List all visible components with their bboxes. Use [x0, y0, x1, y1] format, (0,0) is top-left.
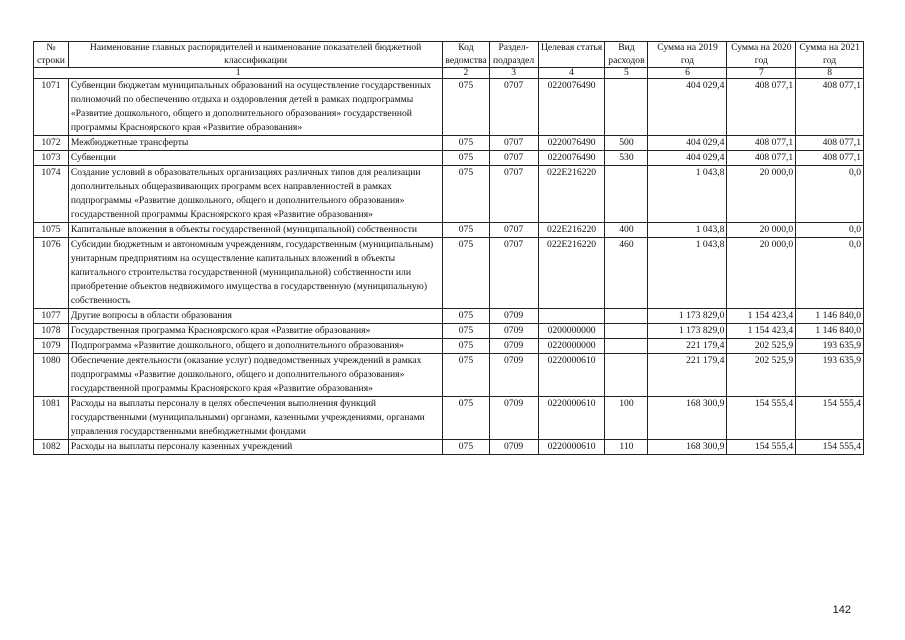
table-row — [34, 397, 864, 440]
table-row — [34, 309, 864, 324]
sum-2019-cell: 1 173 829,0 — [648, 309, 727, 324]
table-row — [34, 223, 864, 238]
header-sum-2021: Сумма на 2021 год — [796, 42, 864, 68]
target-article-cell: 022E216220 — [538, 223, 605, 238]
sum-2021-cell: 408 077,1 — [796, 79, 864, 136]
sum-2020-cell: 408 077,1 — [727, 79, 796, 136]
row-name-cell: Государственная программа Красноярского края «Развитие образования» — [68, 324, 442, 339]
row-number-cell: 1081 — [34, 397, 69, 440]
page-number: 142 — [832, 604, 851, 616]
table-row — [34, 339, 864, 354]
sum-2019-cell: 168 300,9 — [648, 397, 727, 440]
section-cell: 0709 — [489, 324, 538, 339]
row-name-cell: Субвенции бюджетам муниципальных образований на осуществление государственных полномочий по обеспечению отдыха и оздоровления детей в рамках подпрограммы «Развитие дошкольного, общего и дополнительного образования» государственной программы Красноярского края «Развитие образования» — [68, 79, 442, 136]
table-row — [34, 79, 864, 136]
section-cell: 0709 — [489, 440, 538, 455]
row-name-cell: Капитальные вложения в объекты государственной (муниципальной) собственности — [68, 223, 442, 238]
section-cell: 0707 — [489, 223, 538, 238]
expense-type-cell: 530 — [605, 151, 648, 166]
sum-2020-cell: 20 000,0 — [727, 223, 796, 238]
row-name-cell: Расходы на выплаты персоналу казенных учреждений — [68, 440, 442, 455]
header-row — [34, 42, 864, 68]
expense-type-cell — [605, 166, 648, 223]
section-cell: 0709 — [489, 397, 538, 440]
sum-2020-cell: 20 000,0 — [727, 238, 796, 309]
section-cell: 0707 — [489, 151, 538, 166]
table-row — [34, 151, 864, 166]
table-body — [34, 79, 864, 455]
header-target-article: Целевая статья — [538, 42, 605, 68]
expense-type-cell: 400 — [605, 223, 648, 238]
sum-2019-cell: 1 043,8 — [648, 223, 727, 238]
column-number: 6 — [648, 68, 727, 79]
department-code-cell: 075 — [443, 324, 489, 339]
sum-2021-cell: 0,0 — [796, 238, 864, 309]
sum-2019-cell: 1 173 829,0 — [648, 324, 727, 339]
sum-2020-cell: 154 555,4 — [727, 440, 796, 455]
section-cell: 0707 — [489, 238, 538, 309]
sum-2019-cell: 168 300,9 — [648, 440, 727, 455]
expense-type-cell — [605, 309, 648, 324]
expense-type-cell: 460 — [605, 238, 648, 309]
column-number: 7 — [727, 68, 796, 79]
header-expense-type: Вид расходов — [605, 42, 648, 68]
section-cell: 0707 — [489, 79, 538, 136]
target-article-cell: 022E216220 — [538, 238, 605, 309]
column-number: 5 — [605, 68, 648, 79]
row-number-cell: 1074 — [34, 166, 69, 223]
expense-type-cell — [605, 324, 648, 339]
section-cell: 0707 — [489, 166, 538, 223]
table-row — [34, 136, 864, 151]
department-code-cell: 075 — [443, 440, 489, 455]
header-department-code: Код ведомства — [443, 42, 489, 68]
column-number: 4 — [538, 68, 605, 79]
sum-2020-cell: 1 154 423,4 — [727, 324, 796, 339]
header-sum-2019: Сумма на 2019 год — [648, 42, 727, 68]
column-number: 3 — [489, 68, 538, 79]
table-row — [34, 440, 864, 455]
sum-2020-cell: 154 555,4 — [727, 397, 796, 440]
department-code-cell: 075 — [443, 238, 489, 309]
department-code-cell: 075 — [443, 166, 489, 223]
expense-type-cell: 100 — [605, 397, 648, 440]
row-name-cell: Другие вопросы в области образования — [68, 309, 442, 324]
target-article-cell: 0220000610 — [538, 440, 605, 455]
row-number-cell: 1077 — [34, 309, 69, 324]
sum-2020-cell: 408 077,1 — [727, 151, 796, 166]
row-name-cell: Обеспечение деятельности (оказание услуг) подведомственных учреждений в рамках подпрограммы «Развитие дошкольного, общего и дополнительного образования» государственной программы Красноярского края «Развитие образования» — [68, 354, 442, 397]
sum-2021-cell: 1 146 840,0 — [796, 309, 864, 324]
department-code-cell: 075 — [443, 136, 489, 151]
row-name-cell: Субсидии бюджетным и автономным учреждениям, государственным (муниципальным) унитарным предприятиям на осуществление капитальных вложений в объекты капитального строительства государственной (муниципальной) собственности или приобретение объектов недвижимого имущества в государственную (муниципальную) собственность — [68, 238, 442, 309]
section-cell: 0709 — [489, 309, 538, 324]
expense-type-cell — [605, 339, 648, 354]
header-name: Наименование главных распорядителей и наименование показателей бюджетной классификации — [68, 42, 442, 68]
sum-2019-cell: 404 029,4 — [648, 79, 727, 136]
target-article-cell: 0220076490 — [538, 136, 605, 151]
target-article-cell: 0220076490 — [538, 151, 605, 166]
row-name-cell: Субвенции — [68, 151, 442, 166]
sum-2021-cell: 193 635,9 — [796, 339, 864, 354]
department-code-cell: 075 — [443, 397, 489, 440]
section-cell: 0709 — [489, 354, 538, 397]
expense-type-cell — [605, 354, 648, 397]
table-row — [34, 166, 864, 223]
sum-2021-cell: 154 555,4 — [796, 397, 864, 440]
table-row — [34, 238, 864, 309]
header-row-number: № строки — [34, 42, 69, 68]
expense-type-cell: 500 — [605, 136, 648, 151]
row-number-cell: 1072 — [34, 136, 69, 151]
sum-2021-cell: 408 077,1 — [796, 136, 864, 151]
sum-2019-cell: 404 029,4 — [648, 151, 727, 166]
department-code-cell: 075 — [443, 223, 489, 238]
sum-2021-cell: 0,0 — [796, 166, 864, 223]
sum-2020-cell: 202 525,9 — [727, 354, 796, 397]
department-code-cell: 075 — [443, 339, 489, 354]
department-code-cell: 075 — [443, 151, 489, 166]
department-code-cell: 075 — [443, 309, 489, 324]
row-name-cell: Создание условий в образовательных организациях различных типов для реализации дополнительных общеразвивающих программ всех направленностей в рамках подпрограммы «Развитие дошкольного, общего и дополнительного образования» государственной программы Красноярского края «Развитие образования» — [68, 166, 442, 223]
row-number-cell: 1071 — [34, 79, 69, 136]
column-number: 2 — [443, 68, 489, 79]
row-number-cell: 1078 — [34, 324, 69, 339]
row-name-cell: Подпрограмма «Развитие дошкольного, общего и дополнительного образования» — [68, 339, 442, 354]
department-code-cell: 075 — [443, 354, 489, 397]
sum-2021-cell: 0,0 — [796, 223, 864, 238]
row-number-cell: 1075 — [34, 223, 69, 238]
column-number: 1 — [34, 68, 443, 79]
target-article-cell: 0220000610 — [538, 397, 605, 440]
sum-2019-cell: 404 029,4 — [648, 136, 727, 151]
row-number-cell: 1073 — [34, 151, 69, 166]
sum-2020-cell: 408 077,1 — [727, 136, 796, 151]
sum-2021-cell: 193 635,9 — [796, 354, 864, 397]
column-number-row — [34, 68, 864, 79]
section-cell: 0709 — [489, 339, 538, 354]
target-article-cell: 0220000000 — [538, 339, 605, 354]
target-article-cell: 022E216220 — [538, 166, 605, 223]
row-number-cell: 1082 — [34, 440, 69, 455]
row-number-cell: 1080 — [34, 354, 69, 397]
target-article-cell: 0200000000 — [538, 324, 605, 339]
sum-2021-cell: 1 146 840,0 — [796, 324, 864, 339]
target-article-cell — [538, 309, 605, 324]
sum-2020-cell: 1 154 423,4 — [727, 309, 796, 324]
header-sum-2020: Сумма на 2020 год — [727, 42, 796, 68]
budget-table — [33, 41, 864, 455]
header-section: Раздел- подраздел — [489, 42, 538, 68]
target-article-cell: 0220000610 — [538, 354, 605, 397]
sum-2021-cell: 408 077,1 — [796, 151, 864, 166]
row-name-cell: Расходы на выплаты персоналу в целях обеспечения выполнения функций государственными (муниципальными) органами, казенными учреждениями, органами управления государственными внебюджетными фондами — [68, 397, 442, 440]
department-code-cell: 075 — [443, 79, 489, 136]
row-number-cell: 1079 — [34, 339, 69, 354]
target-article-cell: 0220076490 — [538, 79, 605, 136]
sum-2019-cell: 1 043,8 — [648, 238, 727, 309]
row-name-cell: Межбюджетные трансферты — [68, 136, 442, 151]
sum-2020-cell: 202 525,9 — [727, 339, 796, 354]
row-number-cell: 1076 — [34, 238, 69, 309]
sum-2020-cell: 20 000,0 — [727, 166, 796, 223]
expense-type-cell: 110 — [605, 440, 648, 455]
sum-2019-cell: 221 179,4 — [648, 339, 727, 354]
sum-2019-cell: 1 043,8 — [648, 166, 727, 223]
sum-2021-cell: 154 555,4 — [796, 440, 864, 455]
sum-2019-cell: 221 179,4 — [648, 354, 727, 397]
column-number: 8 — [796, 68, 864, 79]
expense-type-cell — [605, 79, 648, 136]
table-row — [34, 354, 864, 397]
section-cell: 0707 — [489, 136, 538, 151]
table-row — [34, 324, 864, 339]
